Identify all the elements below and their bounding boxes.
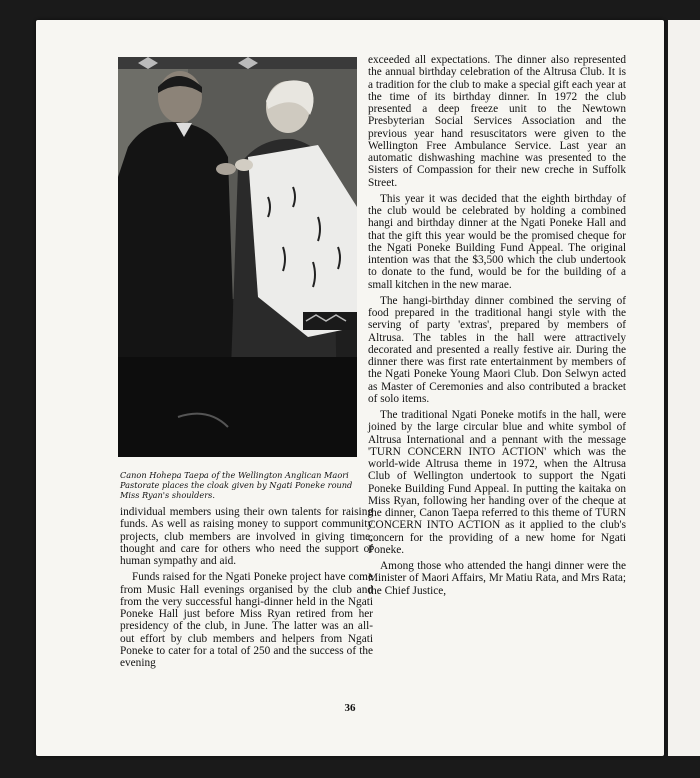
left-column (120, 506, 373, 673)
paragraph: The hangi-birthday dinner combined the serving of food prepared in the traditional hangi style with the serving of party 'extras', prepared by members of Altrusa. The tables in the hall were attractively decorated and presented a really festive air. During the dinner there was first rate entertainment by members of the Ngati Poneke Young Maori Club. Don Selwyn acted as Master of Ceremonies and also contributed a bracket of solo items. (368, 294, 626, 405)
paragraph: Among those who attended the hangi dinner were the Minister of Maori Affairs, Mr Matiu Rata, and Mrs Rata; the Chief Justice, (368, 560, 626, 597)
paragraph: This year it was decided that the eighth birthday of the club would be celebrated by holding a combined hangi and birthday dinner at the Ngati Poneke Hall and that the gift this year would be the promised cheque for the Ngati Poneke Building Fund Appeal. The original intention was that the $3,500 which the club undertook to donate to the fund, would be for the building of a small kitchen in the new marae. (368, 192, 626, 291)
magazine-page (36, 20, 664, 756)
facing-page-edge (668, 20, 700, 756)
photo-caption: Canon Hohepa Taepa of the Wellington Anglican Maori Pastorate places the cloak given by Ngati Poneke round Miss Ryan's shoulders. (120, 470, 353, 500)
paragraph: individual members using their own talents for raising funds. As well as raising money to support community projects, club members are involved in giving time, thought and care for others who need the support of human sympathy and aid. (120, 506, 373, 567)
paragraph: The traditional Ngati Poneke motifs in the hall, were joined by the large circular blue and white symbol of Altrusa International and a pennant with the message 'TURN CONCERN INTO ACTION' which was the world-wide Altrusa theme in 1972, when the Altrusa Club of Wellington undertook to support the Ngati Poneke Building Fund Appeal. In putting the kaitaka on Miss Ryan, following her handing over of the cheque at the dinner, Canon Taepa referred to this theme of TURN CONCERN INTO ACTION as it applied to the club's concern for the providing of a new home for Ngati Poneke. (368, 409, 626, 556)
page-number: 36 (344, 702, 356, 714)
cloak-presentation-photo (118, 57, 357, 457)
right-column (368, 54, 626, 601)
paragraph: Funds raised for the Ngati Poneke project have come from Music Hall evenings organised by the club and from the very successful hangi-dinner held in the Ngati Poneke Hall just before Miss Ryan retired from her presidency of the club, in June. The latter was an all-out effort by club members and helpers from Ngati Poneke to cater for a total of 250 and the success of the evening (120, 571, 373, 669)
paragraph: exceeded all expectations. The dinner also represented the annual birthday celebration of the Altrusa Club. It is a tradition for the club to make a special gift each year at the time of its birthday dinner. In 1972 the club presented a deep freeze unit to the Newtown Presbyterian Social Services Association and the previous year hand resuscitators were given to the Wellington Free Ambulance Service. Last year an automatic dishwashing machine was presented to the Sisters of Compassion for their new creche in Suffolk Street. (368, 54, 626, 189)
